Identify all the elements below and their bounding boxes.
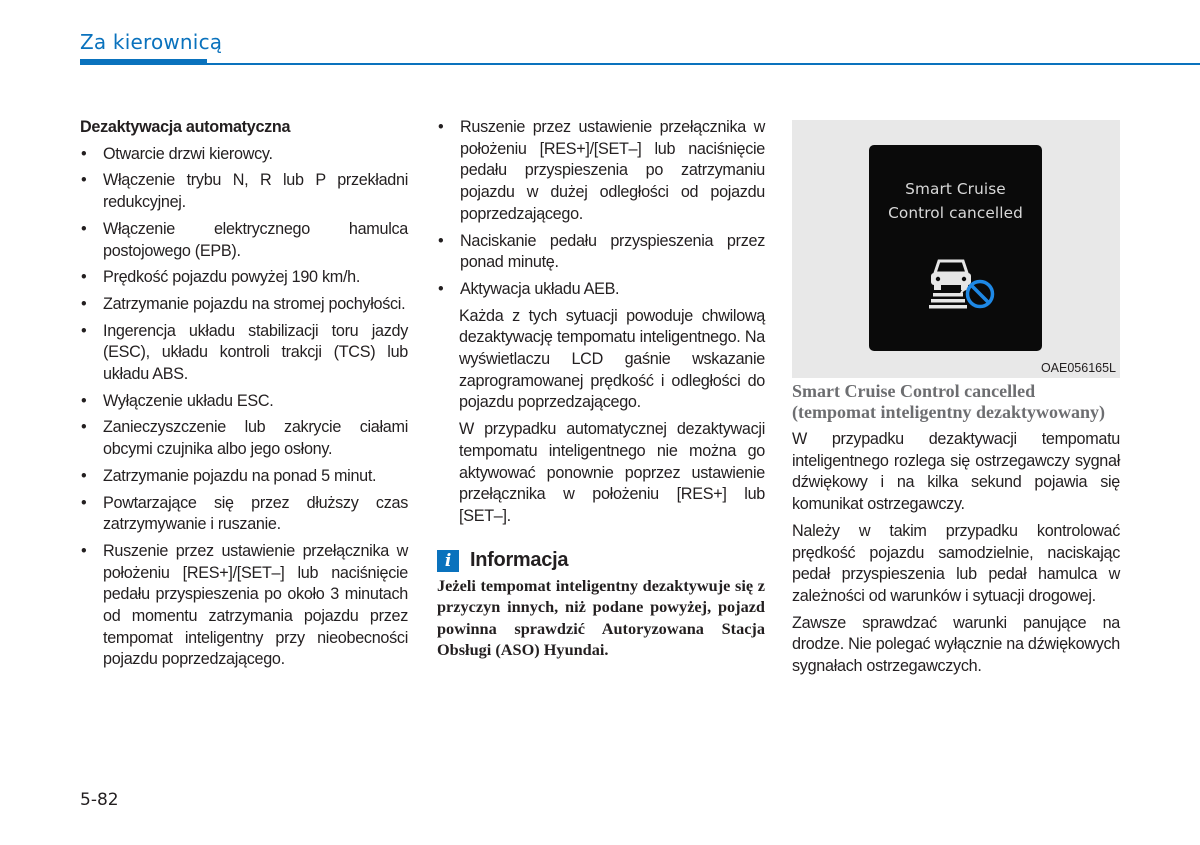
column-1 bbox=[80, 117, 408, 676]
bullet-icon: • bbox=[81, 144, 87, 163]
list-item: • Zatrzymanie pojazdu na stromej pochyłości. bbox=[80, 294, 408, 316]
screen-line-1: Smart Cruise bbox=[905, 180, 1006, 198]
bullet-icon: • bbox=[81, 171, 87, 190]
list-item: • Zanieczyszczenie lub zakrycie ciałami obcymi czujnika albo jego osłony. bbox=[81, 418, 408, 459]
info-header bbox=[437, 550, 765, 572]
screen-line-2: Control cancelled bbox=[888, 204, 1023, 222]
bullet-icon: • bbox=[81, 391, 87, 410]
bullet-icon: • bbox=[438, 231, 444, 250]
bullet-icon: • bbox=[81, 219, 87, 238]
list-item: • Ingerencja układu stabilizacji toru jazdy (ESC), układu kontroli trakcji (TCS) lub układu ABS. bbox=[81, 321, 408, 384]
deactivation-list-continued bbox=[437, 117, 765, 301]
info-text: Jeżeli tempomat inteligentny dezaktywuje się z przyczyn innych, niż podane powyżej, pojazd powinna sprawdzić Autoryzowana Stacja Obsługi (ASO) Hyundai. bbox=[437, 575, 765, 660]
info-title: Informacja bbox=[470, 548, 569, 571]
list-item: • Prędkość pojazdu powyżej 190 km/h. bbox=[80, 267, 408, 289]
bullet-icon: • bbox=[81, 321, 87, 340]
bullet-icon: • bbox=[81, 294, 87, 313]
body-paragraph: W przypadku automatycznej dezaktywacji tempomatu inteligentnego nie można go aktywować ponownie poprzez ustawienie przełącznika w położeniu [RES+] lub [SET–]. bbox=[459, 420, 765, 525]
list-item: • Włączenie trybu N, R lub P przekładni redukcyjnej. bbox=[81, 171, 408, 212]
bullet-icon: • bbox=[81, 466, 87, 485]
column-2 bbox=[437, 117, 765, 661]
list-item: • Wyłączenie układu ESC. bbox=[80, 391, 408, 413]
list-item: • Zatrzymanie pojazdu na ponad 5 minut. bbox=[80, 466, 408, 488]
bullet-icon: • bbox=[438, 279, 444, 298]
info-box bbox=[437, 550, 765, 661]
column-3 bbox=[792, 117, 1120, 683]
body-paragraph: W przypadku dezaktywacji tempomatu inteligentnego rozlega się ostrzegawczy sygnał dźwiękowy i na kilka sekund pojawia się komunikat ostrzegawczy. bbox=[792, 430, 1120, 514]
body-paragraph: Należy w takim przypadku kontrolować prędkość pojazdu samodzielnie, naciskając pedał przyspieszenia lub pedał hamulca w zależności od warunków i sytuacji drogowej. bbox=[792, 521, 1120, 605]
list-item: • Aktywacja układu AEB. bbox=[437, 279, 765, 301]
bullet-icon: • bbox=[438, 118, 444, 136]
list-item: • Ruszenie przez ustawienie przełącznika w położeniu [RES+]/[SET–] lub naciśnięcie pedału przyspieszenia po około 3 minutach od momentu zatrzymania pojazdu przez tempomat inteligentny przy nieobecności pojazdu poprzedzającego. bbox=[81, 541, 408, 669]
header-tab-accent bbox=[80, 59, 207, 65]
bullet-icon: • bbox=[81, 493, 87, 512]
figure-caption: Smart Cruise Control cancelled (tempomat inteligentny dezaktywowany) bbox=[792, 381, 1105, 422]
page-number: 5-82 bbox=[80, 790, 119, 810]
list-item: • Naciskanie pedału przyspieszenia przez ponad minutę. bbox=[438, 231, 765, 272]
figure-code: OAE056165L bbox=[1040, 361, 1116, 375]
list-item: • Ruszenie przez ustawienie przełącznika w położeniu [RES+]/[SET–] lub naciśnięcie pedału przyspieszenia po zatrzymaniu pojazdu w dużej odległości od pojazdu poprzedzającego. bbox=[438, 118, 765, 223]
body-paragraph: Zawsze sprawdzać warunki panujące na drodze. Nie polegać wyłącznie na dźwiękowych sygnałach ostrzegawczych. bbox=[792, 613, 1120, 676]
bullet-icon: • bbox=[81, 418, 87, 437]
info-icon: i bbox=[437, 550, 459, 572]
bullet-icon: • bbox=[81, 268, 87, 287]
list-item: • Włączenie elektrycznego hamulca postojowego (EPB). bbox=[81, 219, 408, 260]
body-paragraph: Każda z tych sytuacji powoduje chwilową dezaktywację tempomatu inteligentnego. Na wyświetlaczu LCD gaśnie wskazanie zaprogramowanej prędkość i odległości do pojazdu poprzedzającego. bbox=[459, 306, 765, 412]
header-rule bbox=[80, 63, 1200, 65]
section-heading: Dezaktywacja automatyczna bbox=[80, 118, 291, 136]
deactivation-list bbox=[80, 144, 408, 671]
list-item: • Powtarzające się przez dłuższy czas zatrzymywanie i ruszanie. bbox=[81, 493, 408, 534]
section-title: Za kierownicą bbox=[80, 30, 223, 54]
bullet-icon: • bbox=[81, 541, 87, 560]
list-item: • Otwarcie drzwi kierowcy. bbox=[80, 144, 408, 166]
